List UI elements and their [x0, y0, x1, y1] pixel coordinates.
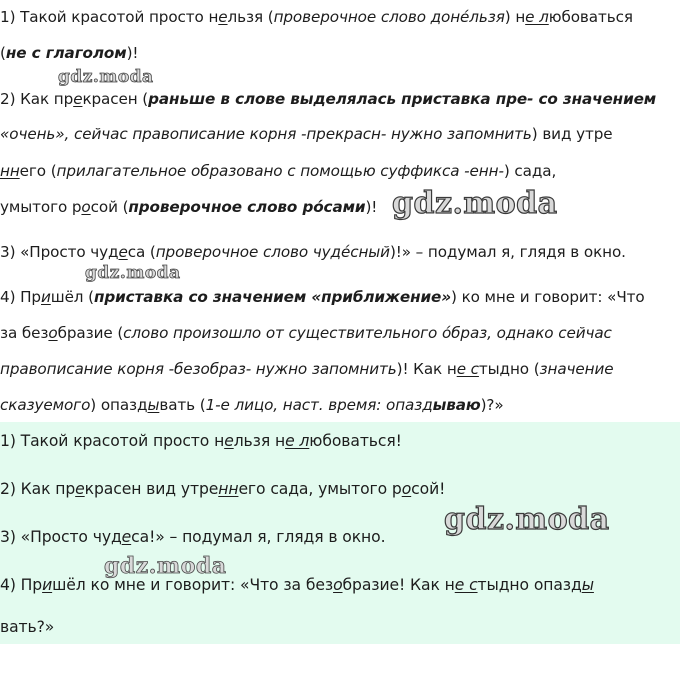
text: 1) Такой красотой просто н: [0, 8, 219, 26]
hint-text: значение: [539, 360, 614, 378]
spelling-mark: нн: [218, 480, 239, 498]
answer-line-4: [0, 576, 594, 594]
text: бразие (: [57, 324, 124, 342]
spelling-mark: е: [121, 528, 132, 546]
explanation-line-9: [0, 324, 612, 342]
text: его (: [19, 162, 57, 180]
spelling-mark: о: [401, 480, 412, 498]
text: 3) «Просто чуд: [0, 528, 122, 546]
hint-text: прилагательное образовано с помощью суффикса -енн-: [56, 162, 504, 180]
text: )?»: [480, 396, 504, 414]
text: 1) Такой красотой просто н: [0, 432, 225, 450]
text: ) н: [504, 8, 526, 26]
text: ) вид утре: [531, 125, 613, 143]
text: сой!: [411, 480, 446, 498]
text: юбоваться!: [309, 432, 402, 450]
watermark-logo: gdz.moda: [104, 553, 227, 579]
spelling-mark: е: [73, 90, 83, 108]
answer-line-2: [0, 480, 445, 498]
hint-text: 1-е лицо, наст. время: опазд: [205, 396, 433, 414]
hint-text: раньше в слове выделялась приставка пре- со значением: [148, 90, 657, 108]
spelling-mark: е: [118, 243, 128, 261]
text: умытого р: [0, 198, 82, 216]
hint-text: правописание корня -безобраз- нужно запомнить: [0, 360, 397, 378]
text: 4) Пр: [0, 288, 41, 306]
spelling-mark: о: [333, 576, 343, 594]
spelling-mark: е с: [456, 360, 479, 378]
text: )!: [126, 44, 139, 62]
text: ) ко мне и говорит: «Что: [451, 288, 645, 306]
spelling-mark: и: [42, 576, 53, 594]
text: льзя н: [233, 432, 286, 450]
hint-text: проверочное слово доне́льзя: [273, 8, 505, 26]
spelling-mark: и: [40, 288, 51, 306]
spelling-mark: ы: [147, 396, 160, 414]
explanation-line-1: [0, 8, 633, 26]
hint-text: слово произошло от существительного о́браз, однако сейчас: [123, 324, 612, 342]
text: за без: [0, 324, 49, 342]
explanation-line-5: [0, 162, 556, 180]
hint-text: проверочное слово ро́сами: [128, 198, 366, 216]
text: вать (: [159, 396, 206, 414]
hint-text: сказуемого: [0, 396, 91, 414]
text: ) опазд: [90, 396, 148, 414]
text: (: [0, 44, 6, 62]
text: са (: [127, 243, 156, 261]
answer-line-5: [0, 618, 54, 636]
explanation-line-3: [0, 90, 656, 108]
text: шёл (: [50, 288, 94, 306]
spelling-mark: е: [75, 480, 85, 498]
spelling-mark: е: [224, 432, 234, 450]
spelling-mark: о: [81, 198, 91, 216]
hint-text: проверочное слово чуде́сный: [155, 243, 390, 261]
explanation-line-10: [0, 360, 614, 378]
text: тыдно опазд: [477, 576, 582, 594]
spelling-mark: о: [48, 324, 58, 342]
explanation-line-4: [0, 125, 613, 143]
text: шёл ко мне и говорит: «Что за без: [52, 576, 334, 594]
explanation-line-11: [0, 396, 504, 414]
text: льзя (: [227, 8, 274, 26]
text: красен (: [82, 90, 149, 108]
text: 3) «Просто чуд: [0, 243, 119, 261]
explanation-line-7: [0, 243, 626, 261]
text: бразие! Как н: [342, 576, 455, 594]
spelling-mark: е: [218, 8, 228, 26]
watermark-logo: gdz.moda: [392, 186, 558, 221]
watermark-logo: gdz.moda: [58, 67, 154, 87]
text: )!» – подумал я, глядя в окно.: [389, 243, 626, 261]
spelling-mark: е л: [285, 432, 310, 450]
text: ) сада,: [503, 162, 557, 180]
answer-line-3: [0, 528, 385, 546]
text: 2) Как пр: [0, 90, 74, 108]
explanation-line-8: [0, 288, 645, 306]
text: 4) Пр: [0, 576, 43, 594]
text: сой (: [90, 198, 129, 216]
text: тыдно (: [478, 360, 540, 378]
text: )! Как н: [396, 360, 457, 378]
hint-text: приставка со значением «приближение»: [93, 288, 452, 306]
text: 2) Как пр: [0, 480, 76, 498]
spelling-mark: е с: [454, 576, 478, 594]
hint-text: «очень», сейчас правописание корня -прекрасн- нужно запомнить: [0, 125, 532, 143]
explanation-line-2: [0, 44, 138, 62]
text: юбоваться: [548, 8, 633, 26]
text: красен вид утре: [84, 480, 219, 498]
text: са!» – подумал я, глядя в окно.: [131, 528, 386, 546]
watermark-logo: gdz.moda: [85, 263, 181, 283]
watermark-logo: gdz.moda: [444, 502, 610, 537]
answer-line-1: [0, 432, 402, 450]
spelling-mark: нн: [0, 162, 20, 180]
spelling-mark: е л: [525, 8, 549, 26]
explanation-line-6: [0, 198, 377, 216]
text: его сада, умытого р: [238, 480, 402, 498]
spelling-mark: ы: [581, 576, 594, 594]
text: )!: [365, 198, 378, 216]
hint-text: ываю: [432, 396, 481, 414]
text: вать?»: [0, 618, 55, 636]
hint-text: не с глаголом: [5, 44, 127, 62]
